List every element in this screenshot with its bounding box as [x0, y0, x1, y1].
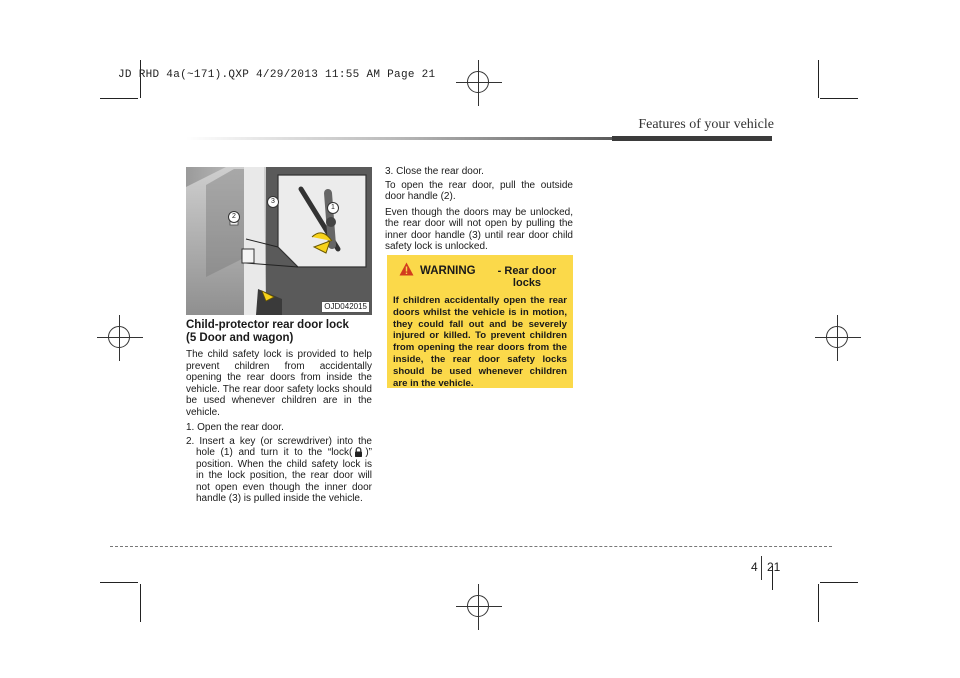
- callout-2: 2: [228, 211, 240, 223]
- step-2: [186, 436, 372, 505]
- step-3: 3. Close the rear door.: [385, 166, 484, 177]
- crop-mark: [100, 98, 138, 99]
- left-column: [186, 319, 372, 507]
- section-title-line2: (5 Door and wagon): [186, 331, 294, 344]
- crop-mark: [820, 98, 858, 99]
- crop-mark: [818, 60, 819, 98]
- lock-icon: [354, 447, 363, 457]
- car-door-drawing: [186, 167, 372, 315]
- figure-code: OJD042015: [321, 301, 370, 313]
- step-2-text-b: )” position. When the child safety lock is in the lock position, the rear door will not open even though the inner door handle (3) is pulled inside the vehicle.: [196, 447, 372, 504]
- crop-mark: [820, 582, 858, 583]
- page-number-divider: [761, 556, 762, 580]
- step-2-text-a: 2. Insert a key (or screwdriver) into the hole (1) and turn it to the “lock(: [186, 435, 372, 458]
- page-number: 21: [767, 560, 781, 574]
- crop-mark: [140, 584, 141, 622]
- registration-mark-left: [97, 315, 143, 361]
- chapter-number: 4: [751, 560, 758, 574]
- open-door-paragraph: To open the rear door, pull the outside door handle (2).: [385, 179, 573, 202]
- callout-1: 1: [327, 202, 339, 214]
- warning-label: WARNING: [420, 265, 476, 277]
- warning-body: If children accidentally open the rear doors whilst the vehicle is in motion, they could fall out and be severely injured or killed. To prevent children from opening the rear doors from the inside, the rear door safety locks should be used whenever children are in the vehicle.: [393, 295, 567, 389]
- warning-subtitle: - Rear door locks: [497, 265, 557, 289]
- door-lock-illustration: [186, 167, 372, 315]
- registration-mark-right: [815, 315, 861, 361]
- unlock-paragraph: Even though the doors may be unlocked, the rear door will not open by pulling the inner door handle (3) until rear door child safety lock is unlocked.: [385, 206, 573, 252]
- registration-mark-bottom: [456, 584, 502, 630]
- print-slug: JD RHD 4a(~171).QXP 4/29/2013 11:55 AM Page 21: [118, 69, 436, 81]
- warning-triangle-icon: [399, 262, 414, 276]
- section-title: [186, 319, 372, 344]
- registration-mark-top: [456, 60, 502, 106]
- footer-rule: [110, 546, 832, 547]
- warning-header: [393, 261, 567, 289]
- step-1: 1. Open the rear door.: [186, 422, 284, 433]
- callout-3: 3: [267, 196, 279, 208]
- header-rule-accent: [612, 136, 772, 141]
- right-column: [385, 166, 573, 257]
- section-title-line1: Child-protector rear door lock: [186, 319, 349, 331]
- intro-paragraph: The child safety lock is provided to help prevent children from accidentally opening the rear doors from inside the vehicle. The rear door safety locks should be used whenever children are in the vehicle.: [186, 349, 372, 418]
- crop-mark: [100, 582, 138, 583]
- crop-mark: [818, 584, 819, 622]
- warning-box: [387, 255, 573, 388]
- section-header-title: Features of your vehicle: [638, 117, 774, 132]
